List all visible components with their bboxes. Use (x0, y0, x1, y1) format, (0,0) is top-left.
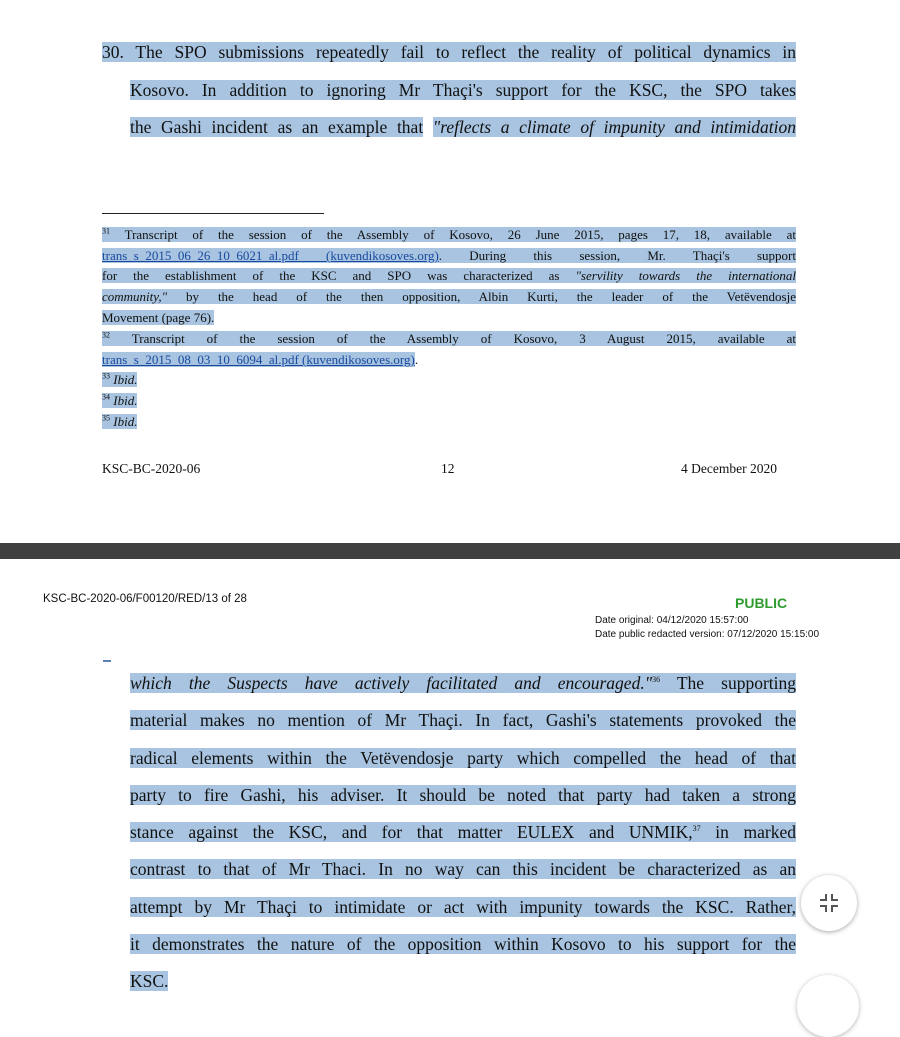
secondary-floating-button[interactable] (797, 975, 859, 1037)
footnote-31-line-4: community," by the head of the then opposition, Albin Kurti, the leader of the Vetëvendosje (102, 289, 796, 304)
paragraph-30-line-3: the Gashi incident as an example that "reflects a climate of impunity and intimidation (130, 117, 796, 137)
footer-date: 4 December 2020 (681, 461, 777, 476)
footnote-separator (102, 213, 324, 214)
footnote-32-line-2: trans_s_2015_08_03_10_6094_al.pdf (kuvendikosoves.org). (102, 352, 419, 367)
paragraph-30-line-2: Kosovo. In addition to ignoring Mr Thaçi's support for the KSC, the SPO takes (130, 80, 796, 100)
text-caret (103, 660, 111, 662)
footnote-31-line-2: trans_s_2015_06_26_10_6021_al.pdf (kuvendikosoves.org). During this session, Mr. Thaçi's support (102, 248, 797, 263)
page-13-line-4: party to fire Gashi, his adviser. It should be noted that party had taken a strong (130, 785, 796, 805)
footnote-31-link[interactable]: trans_s_2015_06_26_10_6021_al.pdf (kuvendikosoves.org) (102, 248, 439, 263)
footnote-32-link[interactable]: trans_s_2015_08_03_10_6094_al.pdf (kuvendikosoves.org) (102, 352, 415, 367)
footer-case-number: KSC-BC-2020-06 (102, 461, 201, 476)
exit-fullscreen-button[interactable] (801, 875, 857, 931)
footnote-31-line-1: $^{31}$ Transcript of the session of the Assembly of Kosovo, 26 June 2015, pages 17, 18, available at (102, 226, 797, 242)
document-id-header: KSC-BC-2020-06/F00120/RED/13 of 28 (43, 593, 247, 605)
footnote-33: $^{33}$ Ibid. (102, 371, 138, 387)
footnote-35: $^{35}$ Ibid. (102, 413, 138, 429)
footnote-32-line-1: $^{32}$ Transcript of the session of the Assembly of Kosovo, 3 August 2015, available at (102, 330, 797, 346)
footer-page-number: 12 (441, 461, 455, 476)
date-public-redacted: Date public redacted version: 07/12/2020 15:15:00 (595, 629, 820, 640)
classification-label: PUBLIC (735, 595, 788, 611)
page-13-line-1: which the Suspects have actively facilitated and encouraged."$^{36}$ The supporting (130, 673, 797, 693)
exit-fullscreen-icon (818, 892, 840, 914)
date-original: Date original: 04/12/2020 15:57:00 (595, 615, 749, 626)
page-13-line-5: stance against the KSC, and for that matter EULEX and UNMIK,$^{37}$ in marked (130, 822, 797, 842)
page-13-line-7: attempt by Mr Thaçi to intimidate or act with impunity towards the KSC. Rather, (130, 897, 796, 917)
page-13-line-3: radical elements within the Vetëvendosje party which compelled the head of that (130, 748, 796, 768)
page-13-line-2: material makes no mention of Mr Thaçi. In fact, Gashi's statements provoked the (130, 710, 796, 730)
paragraph-30-line-1: 30. The SPO submissions repeatedly fail to reflect the reality of political dynamics in (102, 42, 796, 62)
page-gap (0, 543, 900, 559)
footnote-31-line-3: for the establishment of the KSC and SPO was characterized as "servility towards the international (102, 268, 796, 283)
footnote-31-line-5: Movement (page 76). (102, 310, 215, 325)
page-13-line-8: it demonstrates the nature of the opposition within Kosovo to his support for the (130, 934, 796, 954)
footnote-34: $^{34}$ Ibid. (102, 392, 138, 408)
page-13-line-9: KSC. (130, 971, 169, 991)
page-13-line-6: contrast to that of Mr Thaci. In no way can this incident be characterized as an (130, 859, 796, 879)
